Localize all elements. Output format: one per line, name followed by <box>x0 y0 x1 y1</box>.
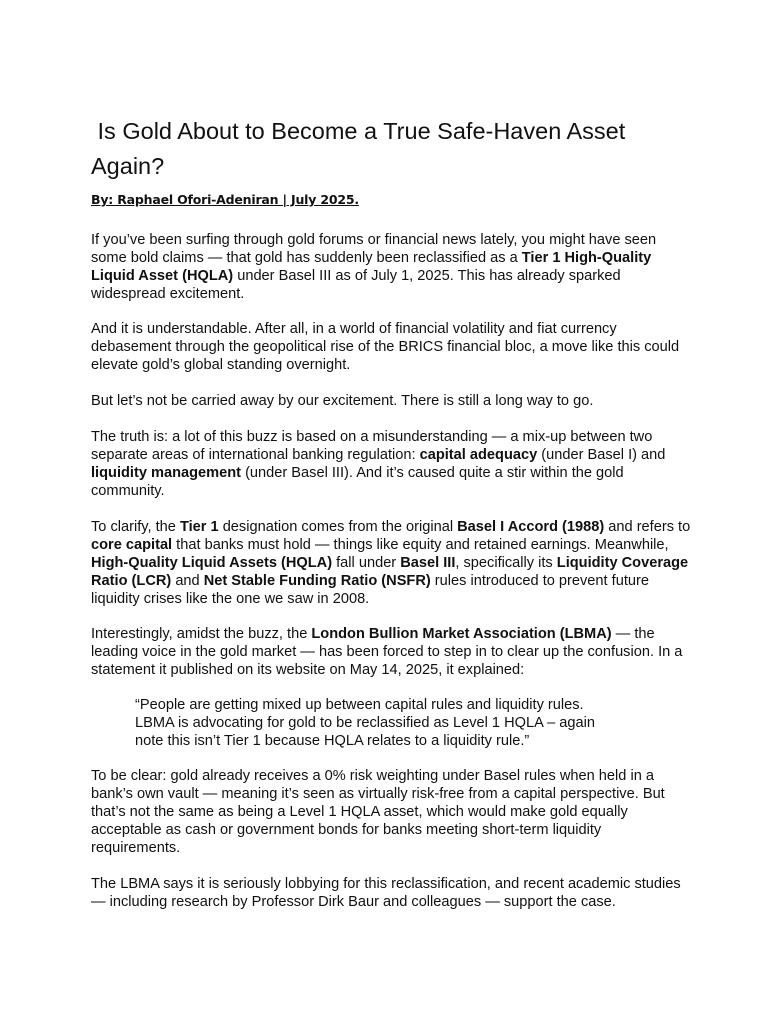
text: , specifically its <box>455 555 557 571</box>
text: The truth is: a lot of this buzz is based on a misunderstanding — a mix-up between two separate areas of international banking regulation: <box>91 429 653 463</box>
bold-term: Tier 1 High-Quality Liquid Asset (HQLA) <box>91 250 652 284</box>
bold-term: London Bullion Market Association (LBMA) <box>311 626 612 642</box>
article-title: Is Gold About to Become a True Safe-Haven Asset Again? <box>91 118 631 179</box>
bold-term: High-Quality Liquid Assets (HQLA) <box>91 555 333 571</box>
text: and refers to <box>604 519 691 535</box>
paragraph-truth <box>91 428 691 500</box>
bold-term: Net Stable Funding Ratio (NSFR) <box>203 573 431 589</box>
paragraph-clarify <box>91 518 691 608</box>
bold-term: Tier 1 <box>179 519 219 535</box>
text: that banks must hold — things like equity and retained earnings. Meanwhile, <box>172 537 669 553</box>
text: If you’ve been surfing through gold forums or financial news lately, you might have seen some bold claims — that gold has suddenly been reclassified as a <box>91 232 657 266</box>
block-quote: “People are getting mixed up between capital rules and liquidity rules. LBMA is advocating for gold to be reclassified as Level 1 HQLA – again note this isn’t Tier 1 because HQLA relates to a liquidity rule.” <box>135 697 595 749</box>
bold-term: Basel III <box>400 555 456 571</box>
paragraph-risk-weighting: To be clear: gold already receives a 0% risk weighting under Basel rules when held in a bank’s own vault — meaning it’s seen as virtually risk-free from a capital perspective. But that’s not the same as being a Level 1 HQLA asset, which would make gold equally acceptable as cash or government bonds for banks meeting short-term liquidity requirements. <box>91 768 665 856</box>
text: under Basel III as of July 1, 2025. This has already sparked widespread excitement. <box>91 268 621 302</box>
text: rules introduced to prevent future liquidity crises like the one we saw in 2008. <box>91 573 649 607</box>
text: — the leading voice in the gold market — has been forced to step in to clear up the confusion. In a statement it published on its website on May 14, 2025, it explained: <box>91 626 683 678</box>
paragraph-understandable: And it is understandable. After all, in a world of financial volatility and fiat currency debasement through the geopolitical rise of the BRICS financial bloc, a move like this could elevate gold’s global standing overnight. <box>91 321 680 373</box>
paragraph-lbma <box>91 625 691 679</box>
text: (under Basel I) and <box>537 447 666 463</box>
bold-term: Basel I Accord (1988) <box>457 519 605 535</box>
bold-term: capital adequacy <box>419 447 538 463</box>
paragraph-lobbying: The LBMA says it is seriously lobbying for this reclassification, and recent academic studies — including research by Professor Dirk Baur and colleagues — support the case. <box>91 876 681 910</box>
text: To clarify, the <box>91 519 180 535</box>
paragraph-intro <box>91 231 691 303</box>
bold-term: Liquidity Coverage Ratio (LCR) <box>91 555 689 589</box>
text: designation comes from the original <box>218 519 458 535</box>
text: (under Basel III). And it’s caused quite a stir within the gold community. <box>91 465 624 499</box>
bold-term: core capital <box>91 537 173 553</box>
paragraph-not-carried-away: But let’s not be carried away by our excitement. There is still a long way to go. <box>91 393 594 409</box>
text: and <box>171 573 204 589</box>
text: Interestingly, amidst the buzz, the <box>91 626 312 642</box>
article-byline: By: Raphael Ofori-Adeniran | July 2025. <box>91 192 359 207</box>
bold-term: liquidity management <box>91 465 242 481</box>
text: fall under <box>332 555 401 571</box>
